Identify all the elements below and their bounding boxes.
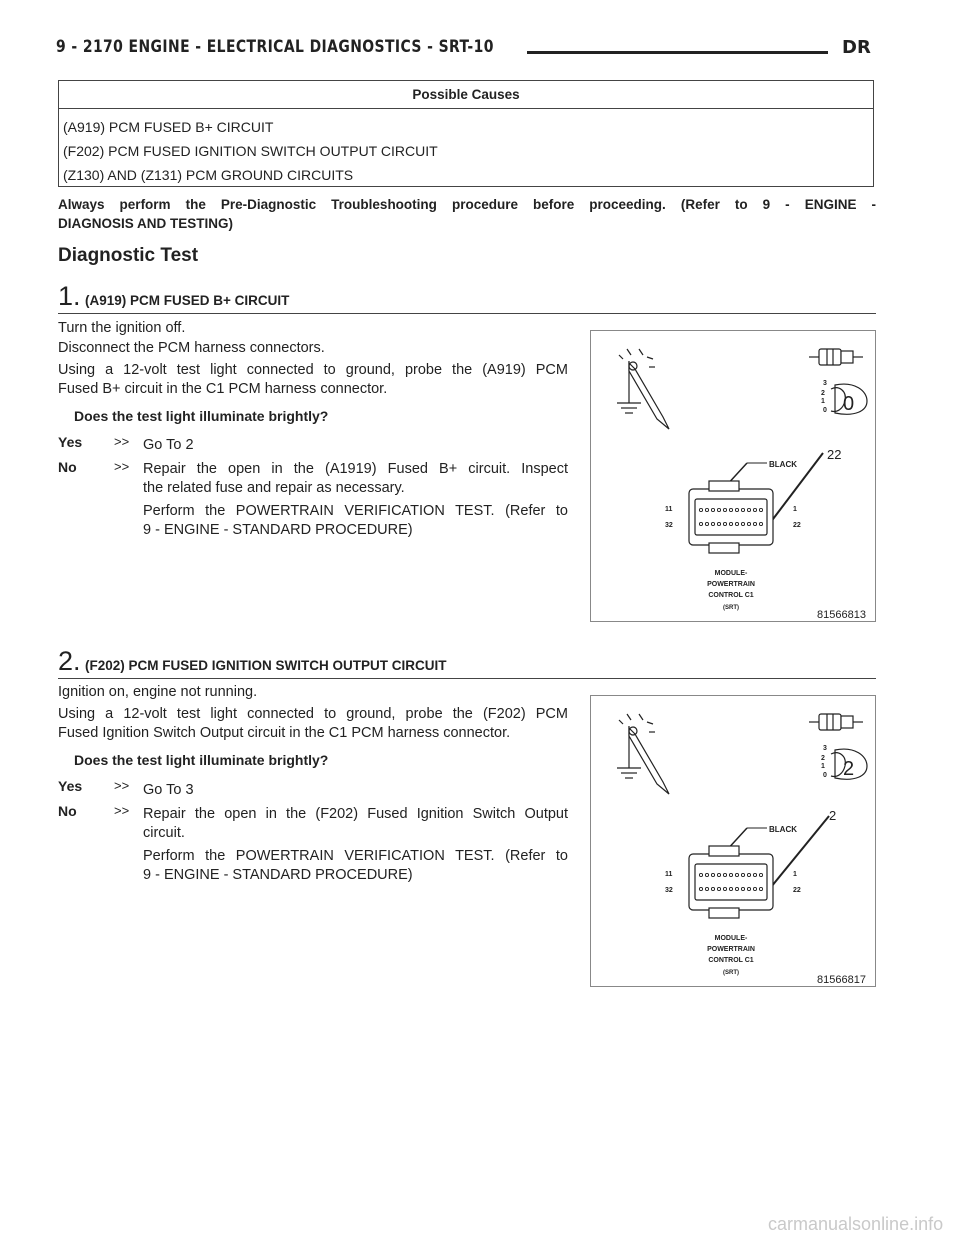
meter-scale: 0 [823,772,827,779]
cause-item: (A919) PCM FUSED B+ CIRCUIT [63,119,274,135]
pin-number: 22 [793,887,801,894]
instruction: Using a 12-volt test light connected to ground, probe the (F202) PCM [58,706,568,722]
note-line: DIAGNOSIS AND TESTING) [58,216,234,231]
verification-step: Perform the POWERTRAIN VERIFICATION TEST. (Refer to [143,848,568,864]
caption: CONTROL C1 [708,957,754,964]
header-rule [527,51,828,54]
connector-face [689,846,773,918]
page-title: 9 - 2170 ENGINE - ELECTRICAL DIAGNOSTICS - SRT-10 [56,37,494,57]
test-light-diagram [591,331,875,621]
answer-arrow: >> [114,459,130,474]
question: Does the test light illuminate brightly? [74,752,329,768]
answer-arrow: >> [114,778,130,793]
pin-number: 32 [665,887,673,894]
step-title: (A919) PCM FUSED B+ CIRCUIT [84,293,290,308]
cause-item: (Z130) AND (Z131) PCM GROUND CIRCUITS [63,167,354,183]
figure-id: 81566817 [817,974,866,986]
pin-number: 22 [793,522,801,529]
test-light-icon [617,714,669,794]
meter-scale: 3 [823,745,827,752]
meter-scale: 3 [823,380,827,387]
no-label: No [58,459,77,475]
connector-face [689,481,773,553]
section-title: Diagnostic Test [58,245,199,266]
instruction: Fused Ignition Switch Output circuit in the C1 PCM harness connector. [58,725,511,741]
connector-diagram [590,330,876,622]
caption: MODULE- [714,570,748,577]
color-label: BLACK [769,460,797,469]
step-rule [58,678,876,679]
meter-scale: 0 [823,407,827,414]
step-rule [58,313,876,314]
no-action: Repair the open in the (A1919) Fused B+ circuit. Inspect [143,461,568,477]
color-label: BLACK [769,825,797,834]
verification-step: 9 - ENGINE - STANDARD PROCEDURE) [143,522,413,538]
step-number: 1. [58,281,81,311]
yes-label: Yes [58,434,83,450]
caption: (SRT) [723,970,739,976]
meter-value: 0 [843,393,855,415]
connector-icon [809,349,863,365]
instruction: Ignition on, engine not running. [58,684,258,700]
caption: POWERTRAIN [707,581,755,588]
caption: MODULE- [714,935,748,942]
meter-scale: 2 [821,390,825,397]
no-label: No [58,803,77,819]
yes-label: Yes [58,778,83,794]
meter-scale: 2 [821,755,825,762]
no-action: circuit. [143,825,185,841]
yes-action: Go To 2 [143,437,194,453]
figure-id: 81566813 [817,609,866,621]
step-number: 2. [58,646,81,676]
step-title: (F202) PCM FUSED IGNITION SWITCH OUTPUT CIRCUIT [84,658,447,673]
pin-number: 1 [793,506,797,513]
verification-step: Perform the POWERTRAIN VERIFICATION TEST. (Refer to [143,503,568,519]
meter-scale: 1 [821,763,825,770]
connector-diagram [590,695,876,987]
answer-arrow: >> [114,803,130,818]
verification-step: 9 - ENGINE - STANDARD PROCEDURE) [143,867,413,883]
pin-number: 32 [665,522,673,529]
causes-title: Possible Causes [59,81,873,109]
caption: POWERTRAIN [707,946,755,953]
pin-callout: 22 [827,447,842,462]
pin-number: 1 [793,871,797,878]
model-code: DR [842,37,871,58]
pin-number: 11 [665,871,673,878]
meter-value: 2 [843,758,855,780]
pin-callout: 2 [829,808,837,823]
no-action: the related fuse and repair as necessary. [143,480,405,496]
step-heading [58,281,289,312]
answer-arrow: >> [114,434,130,449]
caption: CONTROL C1 [708,592,754,599]
cause-item: (F202) PCM FUSED IGNITION SWITCH OUTPUT CIRCUIT [63,143,438,159]
test-light-diagram [591,696,875,986]
instruction: Fused B+ circuit in the C1 PCM harness connector. [58,381,388,397]
pin-number: 11 [665,506,673,513]
meter-scale: 1 [821,398,825,405]
step-heading [58,646,447,677]
instruction: Turn the ignition off. [58,320,186,336]
pre-diagnostic-note [58,195,876,233]
watermark: carmanualsonline.info [768,1214,944,1234]
yes-action: Go To 3 [143,782,194,798]
possible-causes-table [58,80,874,187]
instruction: Using a 12-volt test light connected to ground, probe the (A919) PCM [58,362,568,378]
note-line: Always perform the Pre-Diagnostic Troubleshooting procedure before proceeding. (Refer to 9 - ENGINE - [58,197,876,212]
no-action: Repair the open in the (F202) Fused Ignition Switch Output [143,806,568,822]
caption: (SRT) [723,605,739,611]
connector-icon [809,714,863,730]
question: Does the test light illuminate brightly? [74,408,329,424]
test-light-icon [617,349,669,429]
instruction: Disconnect the PCM harness connectors. [58,340,325,356]
